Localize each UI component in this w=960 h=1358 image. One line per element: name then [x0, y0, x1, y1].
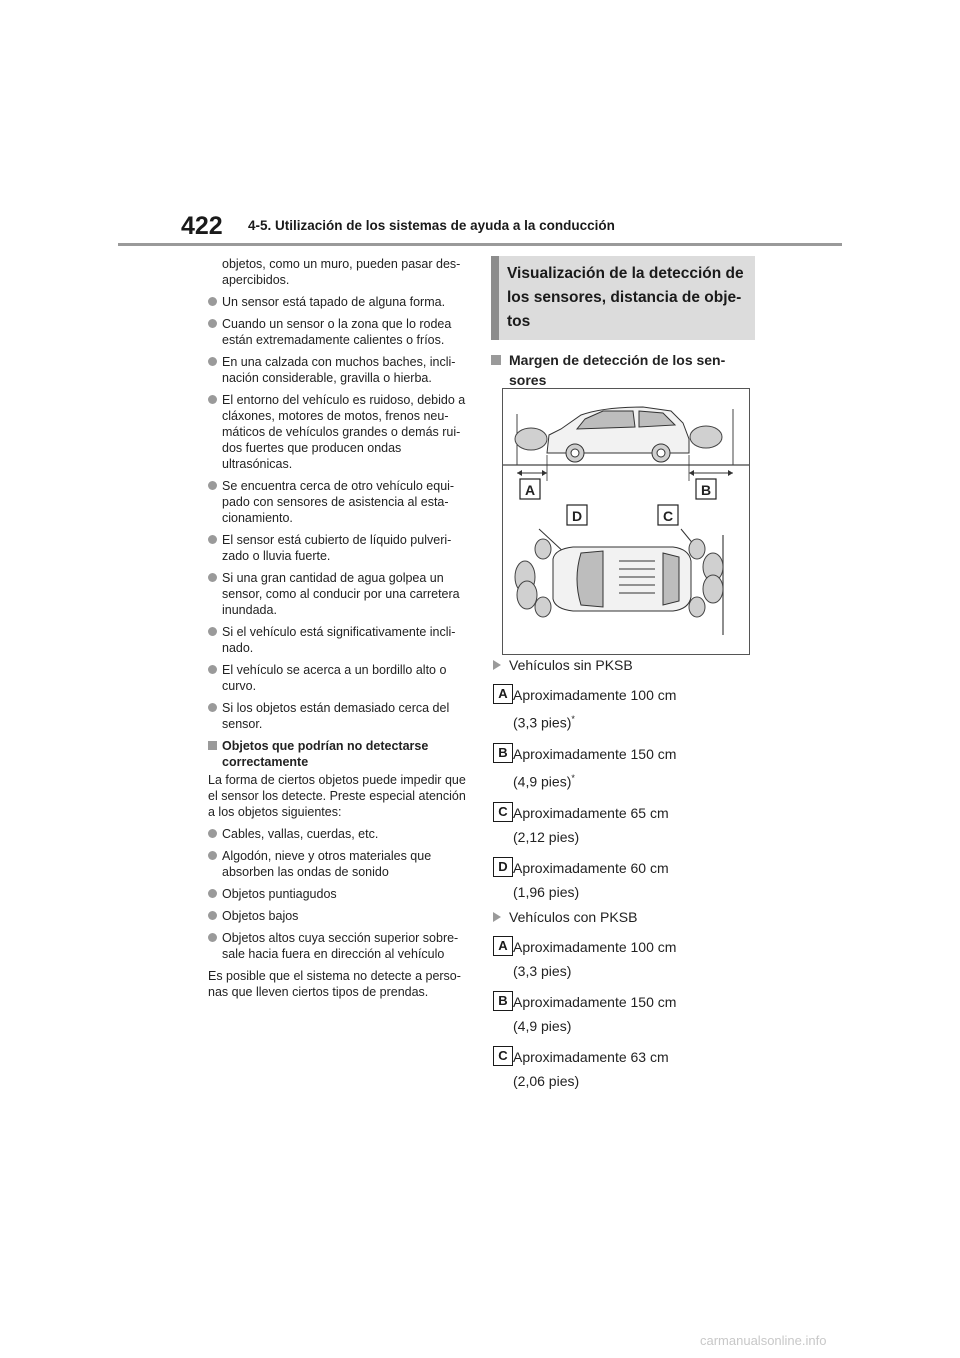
label-b-text: B [700, 482, 712, 498]
spec-item: B Aproximadamente 150 cm (4,9 pies) [493, 991, 755, 1037]
letter-badge: B [493, 743, 513, 763]
arrow-head-icon [542, 470, 547, 476]
letter-badge: B [493, 991, 513, 1011]
group-heading: Vehículos sin PKSB [493, 654, 755, 676]
bullet-dot-icon [208, 889, 217, 898]
subsection-heading: Margen de detección de los sen-sores [491, 350, 755, 390]
triangle-bullet-icon [493, 660, 501, 670]
list-item: Si el vehículo está significativamente incli-nado. [208, 624, 470, 656]
left-column [208, 256, 470, 1006]
square-bullet-icon [491, 355, 501, 365]
bullet-dot-icon [208, 319, 217, 328]
spec-item: A Aproximadamente 100 cm (3,3 pies) [493, 936, 755, 982]
bullet-dot-icon [208, 665, 217, 674]
label-c-text: C [662, 508, 674, 524]
page-number: 422 [181, 212, 223, 240]
rear-sensor-zone-side [690, 426, 722, 448]
list-item: El vehículo se acerca a un bordillo alto o curvo. [208, 662, 470, 694]
list-item: Algodón, nieve y otros materiales que absorben las ondas de sonido [208, 848, 470, 880]
body-paragraph: Es posible que el sistema no detecte a perso-nas que lleven ciertos tipos de prendas. [208, 969, 461, 999]
list-item: Objetos puntiagudos [208, 886, 470, 902]
list-item: Si una gran cantidad de agua golpea un sensor, como al conducir por una carretera inundada. [208, 570, 470, 618]
bullet-dot-icon [208, 933, 217, 942]
bullet-dot-icon [208, 829, 217, 838]
square-bullet-icon [208, 741, 217, 750]
bullet-dot-icon [208, 395, 217, 404]
bullet-dot-icon [208, 357, 217, 366]
list-item: Un sensor está tapado de alguna forma. [208, 294, 470, 310]
list-item: Objetos bajos [208, 908, 470, 924]
list-item: En una calzada con muchos baches, incli-nación considerable, gravilla o hierba. [208, 354, 470, 386]
watermark: carmanualsonline.info [700, 1333, 827, 1348]
arrow-head-icon [689, 470, 694, 476]
letter-badge: C [493, 1046, 513, 1066]
label-d-text: D [571, 508, 583, 524]
spec-item: C Aproximadamente 63 cm (2,06 pies) [493, 1046, 755, 1092]
letter-badge: C [493, 802, 513, 822]
spec-item: B Aproximadamente 150 cm (4,9 pies)* [493, 743, 755, 793]
car-side-view [547, 407, 689, 462]
list-item: El sensor está cubierto de líquido pulveri-zado o lluvia fuerte. [208, 532, 470, 564]
car-top-view [553, 547, 691, 611]
sensor-range-figure [502, 388, 750, 655]
label-a-text: A [524, 482, 536, 498]
bullet-dot-icon [208, 297, 217, 306]
spec-item: C Aproximadamente 65 cm (2,12 pies) [493, 802, 755, 848]
front-sensor-zone-side [515, 428, 547, 450]
list-item: Se encuentra cerca de otro vehículo equi-pado con sensores de asistencia al esta-cionamiento. [208, 478, 470, 526]
list-item: Objetos altos cuya sección superior sobre-sale hacia fuera en dirección al vehículo [208, 930, 470, 962]
bullet-dot-icon [208, 627, 217, 636]
section-title: 4-5. Utilización de los sistemas de ayuda a la conducción [248, 218, 615, 233]
bullet-dot-icon [208, 851, 217, 860]
list-item: Cuando un sensor o la zona que lo rodea están extremadamente calientes o fríos. [208, 316, 470, 348]
bullet-dot-icon [208, 703, 217, 712]
letter-badge: A [493, 936, 513, 956]
list-item: El entorno del vehículo es ruidoso, debido a cláxones, motores de motos, frenos neu-máticos de vehículos grandes o demás rui-dos fuertes que producen ondas ultrasónicas. [208, 392, 470, 472]
subsection-heading: Objetos que podrían no detectarse correctamente [208, 738, 470, 770]
letter-badge: A [493, 684, 513, 704]
letter-badge: D [493, 857, 513, 877]
spec-item: A Aproximadamente 100 cm (3,3 pies)* [493, 684, 755, 734]
arrow-head-icon [517, 470, 522, 476]
arrow-head-icon [728, 470, 733, 476]
triangle-bullet-icon [493, 912, 501, 922]
body-paragraph: La forma de ciertos objetos puede impedir que el sensor los detecte. Preste especial atención a los objetos siguientes: [208, 773, 466, 819]
bullet-dot-icon [208, 481, 217, 490]
sensor-range-illustration [503, 389, 749, 654]
bullet-dot-icon [208, 535, 217, 544]
list-item: Si los objetos están demasiado cerca del sensor. [208, 700, 470, 732]
intro-text: objetos, como un muro, pueden pasar des-apercibidos. [222, 257, 461, 287]
header-rule [118, 243, 842, 246]
section-box-title: Visualización de la detección de los sensores, distancia de obje-tos [491, 256, 755, 340]
group-heading: Vehículos con PKSB [493, 906, 755, 928]
right-column [491, 256, 755, 390]
list-item: Cables, vallas, cuerdas, etc. [208, 826, 470, 842]
spec-item: D Aproximadamente 60 cm (1,96 pies) [493, 857, 755, 903]
bullet-dot-icon [208, 911, 217, 920]
bullet-dot-icon [208, 573, 217, 582]
